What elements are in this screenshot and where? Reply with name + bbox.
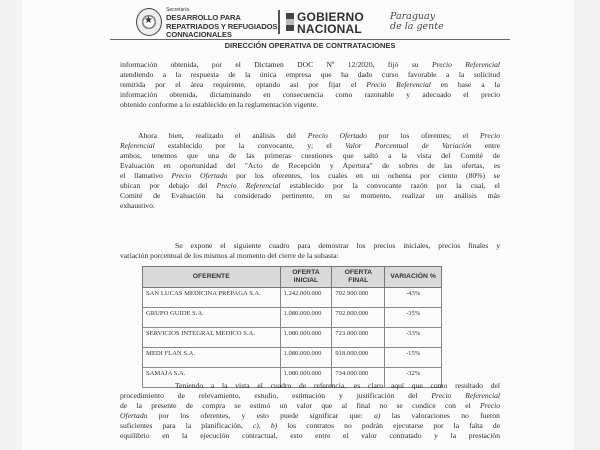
text-line: [120, 181, 500, 191]
text-line: [120, 60, 500, 70]
text-run: Se expone el siguiente cuadro para demostrar los precios iniciales, precios finales y: [175, 241, 500, 250]
text-run: información obtenida, dictaminando en consecuencia como razonable y adecuado el precio: [120, 90, 500, 99]
text-line: [120, 241, 500, 251]
paragraph-1: [120, 60, 500, 110]
text-line: [120, 201, 500, 211]
gov-line-1: GOBIERNO: [297, 10, 364, 24]
italic-term: Precio Referencial: [216, 181, 281, 190]
gov-line-2: NACIONAL: [297, 22, 362, 36]
text-run: suficientes para la planificación,: [120, 421, 253, 430]
text-run: en base a la: [430, 80, 500, 89]
price-comparison-table: [142, 266, 442, 388]
text-run: el llamativo: [120, 171, 172, 180]
cell-oferta-inicial: 1.080.000.000: [280, 348, 332, 368]
text-run: obtenido conforme a lo establecido en la reglamentación vigente.: [120, 100, 318, 109]
text-run: de la presente de compra se estimó un valor que al final no se condice con el: [120, 401, 481, 410]
slogan-line-2: de la gente: [390, 20, 444, 32]
cell-oferta-final: 702.900.000: [332, 288, 385, 308]
ministry-line-2: REPATRIADOS Y REFUGIADOS: [166, 21, 278, 31]
cell-oferente: GRUPO GUIDE S.A.: [143, 308, 281, 328]
scan-margin-right: [574, 0, 600, 450]
scan-margin-left: [0, 0, 22, 450]
cell-oferta-inicial: 1.080.000.000: [280, 328, 332, 348]
text-run: Comité de Evaluación ha considerado pertinente, en su momento, realizar un análisis más: [120, 191, 500, 200]
text-run: establecido por la convocante razón por la cual, el: [280, 181, 500, 190]
text-line: [120, 80, 500, 90]
text-run: variación porcentual de los mismos al momento del cierre de la subasta:: [120, 251, 339, 260]
text-run: ambos, tenemos que una de las primeras cuestiones que saltó a la vista del Comité de: [120, 151, 500, 160]
cell-oferta-inicial: 1.242.000.000: [280, 288, 332, 308]
cell-variacion: -35%: [385, 308, 442, 328]
text-run: por los oferentes; el: [366, 131, 481, 140]
text-line: [120, 161, 500, 171]
text-run: establecido por la convocante, y; el: [154, 141, 346, 150]
text-run: por los oferentes, y esto puede significar que:: [147, 411, 375, 420]
letterhead: [136, 8, 496, 38]
italic-term: Ofertado: [120, 411, 148, 420]
cell-oferta-final: 918.000.000: [332, 348, 385, 368]
table-row: [143, 348, 442, 368]
ministry-prefix: Secretaría: [166, 7, 190, 13]
slogan-line-1: Paraguay: [390, 11, 436, 22]
text-run: Ahora bien, realizado el análisis del: [138, 131, 308, 140]
ministry-line-1: DESARROLLO PARA: [166, 13, 241, 22]
ministry-line-3: CONNACIONALES: [166, 30, 232, 40]
cell-oferta-final: 702.000.000: [332, 308, 385, 328]
text-line: [120, 131, 500, 141]
text-line: [120, 151, 500, 161]
text-line: [120, 401, 500, 411]
italic-term: Precio Referencial: [366, 80, 431, 89]
text-line: [120, 171, 500, 181]
text-line: [120, 251, 500, 261]
table-row: [143, 328, 442, 348]
col-header-variacion: VARIACIÓN %: [385, 267, 442, 288]
header-divider: [278, 10, 280, 34]
cell-variacion: -33%: [385, 328, 442, 348]
text-run: por los oferentes, los cuales en un ochenta por ciento (80%) se: [227, 171, 500, 180]
text-line: [120, 70, 500, 80]
col-header-oferta-inicial: OFERTA INICIAL: [280, 267, 332, 288]
text-line: [120, 191, 500, 201]
text-run: los contratos no podrán ejecutarse por la falta de: [277, 421, 500, 430]
paragraph-2: [120, 131, 500, 211]
header-rule: [110, 39, 510, 40]
text-run: Evaluación en oportunidad del "Acto de Recepción y Apertura" de sobres de las ofertas, es: [120, 161, 500, 170]
cell-oferta-final: 734.000.000: [332, 368, 385, 388]
cell-oferente: SAN LUCAS MEDICINA PREPAGA S.A.: [143, 288, 281, 308]
text-line: [120, 141, 500, 151]
ministry-name: [166, 8, 277, 40]
paragraph-4: [120, 381, 500, 441]
government-logo: [297, 11, 364, 35]
text-run: equilibrio en la ejecución contractual, esto entre el valor contratado y la prestación: [120, 431, 500, 440]
national-seal-icon: ★: [136, 8, 162, 36]
cell-oferente: MEDI FLAN S.A.: [143, 348, 281, 368]
table-row: [143, 308, 442, 328]
slogan: [390, 12, 470, 32]
government-flag-icon: [286, 13, 294, 31]
italic-term: Precio: [480, 401, 500, 410]
cell-oferente: SERVICIOS INTEGRAL MEDICO S.A.: [143, 328, 281, 348]
cell-variacion: -15%: [385, 348, 442, 368]
text-line: [120, 391, 500, 401]
text-run: ,: [258, 421, 271, 430]
cell-variacion: -43%: [385, 288, 442, 308]
text-run: atendiendo a la respuesta de la única empresa que ha dado curso favorable a la solicitud: [120, 70, 500, 79]
cell-oferta-inicial: 1.080.000.000: [280, 368, 332, 388]
text-run: ubican por debajo del: [120, 181, 217, 190]
paragraph-3: [120, 241, 500, 261]
text-run: las valoraciones no fueron: [380, 411, 500, 420]
text-run: exhaustivo.: [120, 201, 155, 210]
text-run: entre: [471, 141, 500, 150]
text-line: [120, 100, 500, 110]
cell-variacion: -32%: [385, 368, 442, 388]
col-header-oferente: OFERENTE: [143, 267, 281, 288]
section-title: DIRECCIÓN OPERATIVA DE CONTRATACIONES: [224, 41, 396, 50]
text-line: [120, 381, 500, 391]
italic-term: Valor Porcentual de Variación: [345, 141, 472, 150]
text-run: procedimiento de relevamiento, estudio, estimación y justificación del: [120, 391, 432, 400]
text-line: [120, 90, 500, 100]
italic-term: Precio Referencial: [431, 391, 500, 400]
text-run: Teniendo a la vista el cuadro de referencia, es claro aquí que como resultado del: [175, 381, 500, 390]
text-line: [120, 421, 500, 431]
italic-term: Precio Referencial: [431, 60, 500, 69]
italic-term: Referencial: [120, 141, 155, 150]
italic-term: b): [270, 421, 278, 430]
col-header-oferta-final: OFERTA FINAL: [332, 267, 385, 288]
text-line: [120, 431, 500, 441]
text-line: [120, 411, 500, 421]
table-row: [143, 288, 442, 308]
cell-oferente: SAMAJA S.A.: [143, 368, 281, 388]
italic-term: Precio Ofertado: [171, 171, 228, 180]
italic-term: c): [252, 421, 259, 430]
cell-oferta-final: 723.000.000: [332, 328, 385, 348]
cell-oferta-inicial: 1.080.000.000: [280, 308, 332, 328]
italic-term: Precio Ofertado: [307, 131, 367, 140]
table-header-row: [143, 267, 442, 288]
text-run: remitida por el área requirente, optando así por fijar el: [120, 80, 367, 89]
italic-term: a): [374, 411, 381, 420]
italic-term: Precio: [480, 131, 500, 140]
text-run: información obtenida, por el Dictamen DOC Nº 12/2020, fijó su: [120, 60, 432, 69]
